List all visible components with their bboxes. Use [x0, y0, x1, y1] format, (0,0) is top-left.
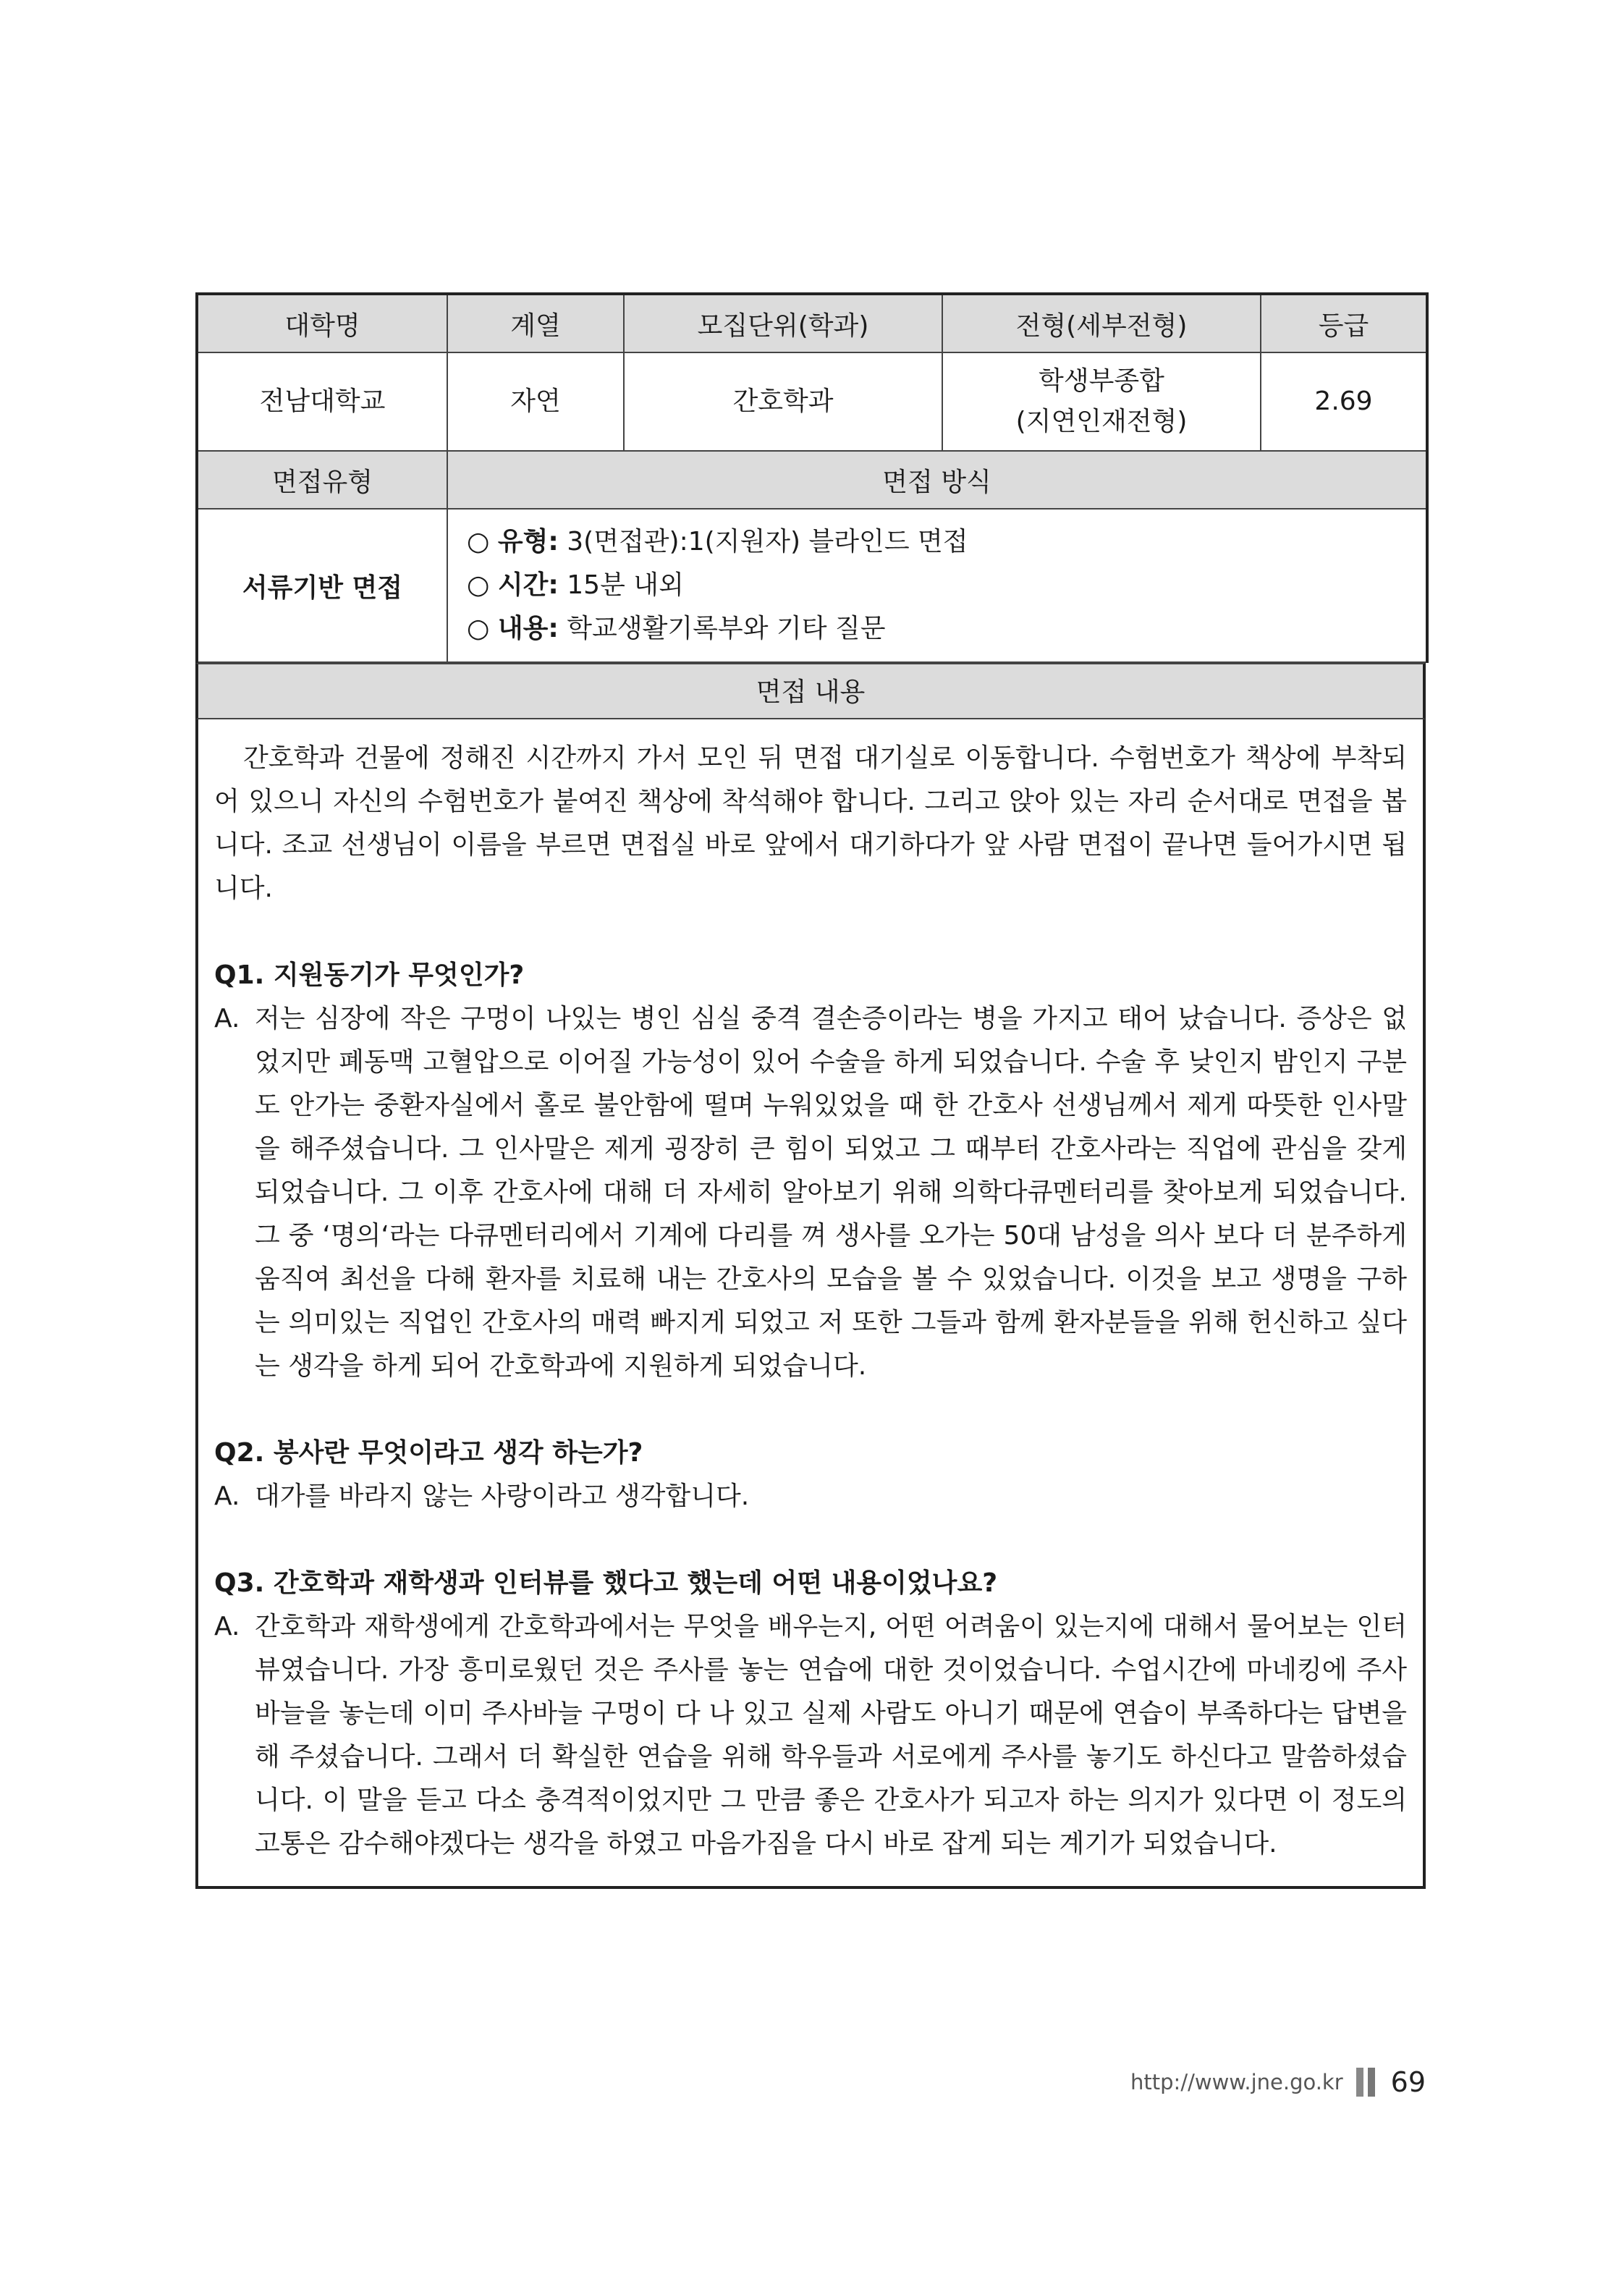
method-label: 내용: — [497, 614, 559, 643]
header-university: 대학명 — [197, 294, 447, 352]
university-name: 전남대학교 — [197, 352, 447, 451]
header-admission: 전형(세부전형) — [942, 294, 1261, 352]
method-label: 시간: — [497, 570, 559, 600]
method-item-content — [467, 607, 1426, 651]
question-3: Q3. 간호학과 재학생과 인터뷰를 했다고 했는데 어떤 내용이었나요? — [214, 1568, 998, 1598]
method-text: 3(면접관):1(지원자) 블라인드 면접 — [558, 527, 968, 557]
interview-method-row — [197, 509, 1427, 662]
header-grade: 등급 — [1261, 294, 1427, 352]
header-department: 모집단위(학과) — [624, 294, 942, 352]
interview-sheet — [195, 292, 1426, 1889]
question-1: Q1. 지원동기가 무엇인가? — [214, 960, 525, 990]
method-text: 학교생활기록부와 기타 질문 — [558, 614, 886, 643]
footer-bars-icon — [1356, 2068, 1379, 2097]
method-item-type — [467, 520, 1426, 564]
admission-line-1: 학생부종합 — [1039, 366, 1164, 396]
question-2: Q2. 봉사란 무엇이라고 생각 하는가? — [214, 1438, 643, 1468]
value-row — [197, 352, 1427, 451]
answer-text: 간호학과 재학생에게 간호학과에서는 무엇을 배우는지, 어떤 어려움이 있는지에 대해서 물어보는 인터뷰였습니다. 가장 흥미로웠던 것은 주사를 놓는 연습에 대한 것이었습니다. 수업시간에 마네킹에 주사 바늘을 놓는데 이미 주사바늘 구멍이 다 나 있고 실제 사람도 아니기 때문에 연습이 부족하다는 답변을 해 주셨습니다. 그래서 더 확실한 연습을 위해 학우들과 서로에게 주사를 놓기도 하신다고 말씀하셨습니다. 이 말을 듣고 다소 충격적이었지만 그 만큼 좋은 간호사가 되고자 하는 의지가 있다면 이 정도의 고통은 감수해야겠다는 생각을 하였고 마음가짐을 다시 바로 잡게 되는 계기가 되었습니다. — [255, 1612, 1407, 1859]
interview-type-header: 면접유형 — [197, 451, 447, 509]
interview-method-header: 면접 방식 — [447, 451, 1427, 509]
method-text: 15분 내외 — [558, 570, 684, 600]
info-table — [195, 292, 1429, 663]
department-name: 간호학과 — [624, 352, 942, 451]
bullet-icon: ○ — [467, 570, 490, 600]
answer-label: A. — [214, 1612, 240, 1641]
footer-url[interactable]: http://www.jne.go.kr — [1130, 2070, 1343, 2094]
method-list — [447, 509, 1427, 662]
answer-2 — [214, 1475, 1407, 1518]
header-field: 계열 — [447, 294, 624, 352]
grade-value: 2.69 — [1261, 352, 1427, 451]
interview-type: 서류기반 면접 — [197, 509, 447, 662]
method-item-time — [467, 564, 1426, 607]
method-label: 유형: — [497, 527, 559, 557]
page-footer — [1130, 2064, 1426, 2100]
answer-label: A. — [214, 1481, 240, 1511]
content-header: 면접 내용 — [195, 663, 1426, 719]
page-number: 69 — [1390, 2066, 1426, 2098]
bullet-icon: ○ — [467, 614, 490, 643]
header-row — [197, 294, 1427, 352]
answer-text: 저는 심장에 작은 구멍이 나있는 병인 심실 중격 결손증이라는 병을 가지고 태어 났습니다. 증상은 없었지만 폐동맥 고혈압으로 이어질 가능성이 있어 수술을 하게 되었습니다. 수술 후 낮인지 밤인지 구분도 안가는 중환자실에서 홀로 불안함에 떨며 누워있었을 때 한 간호사 선생님께서 제게 따뜻한 인사말을 해주셨습니다. 그 인사말은 제게 굉장히 큰 힘이 되었고 그 때부터 간호사라는 직업에 관심을 갖게 되었습니다. 그 이후 간호사에 대해 더 자세히 알아보기 위해 의학다큐멘터리를 찾아보게 되었습니다. 그 중 ‘명의‘라는 다큐멘터리에서 기계에 다리를 껴 생사를 오가는 50대 남성을 의사 보다 더 분주하게 움직여 최선을 다해 환자를 치료해 내는 간호사의 모습을 볼 수 있었습니다. 이것을 보고 생명을 구하는 의미있는 직업인 간호사의 매력 빠지게 되었고 저 또한 그들과 함께 환자분들을 위해 헌신하고 싶다는 생각을 하게 되어 간호학과에 지원하게 되었습니다. — [255, 1004, 1407, 1381]
answer-3 — [214, 1605, 1407, 1866]
intro-paragraph: 간호학과 건물에 정해진 시간까지 가서 모인 뒤 면접 대기실로 이동합니다. 수험번호가 책상에 부착되어 있으니 자신의 수험번호가 붙여진 책상에 착석해야 합니다. 그리고 앉아 있는 자리 순서대로 면접을 봅니다. 조교 선생님이 이름을 부르면 면접실 바로 앞에서 대기하다가 앞 사람 면접이 끝나면 들어가시면 됩니다. — [214, 743, 1407, 903]
answer-text: 대가를 바라지 않는 사랑이라고 생각합니다. — [255, 1481, 750, 1511]
answer-1 — [214, 997, 1407, 1388]
interview-header-row — [197, 451, 1427, 509]
bullet-icon: ○ — [467, 527, 490, 557]
content-body — [195, 719, 1426, 1889]
answer-label: A. — [214, 1004, 240, 1033]
admission-type — [942, 352, 1261, 451]
admission-line-2: (지연인재전형) — [1015, 407, 1188, 436]
field-name: 자연 — [447, 352, 624, 451]
